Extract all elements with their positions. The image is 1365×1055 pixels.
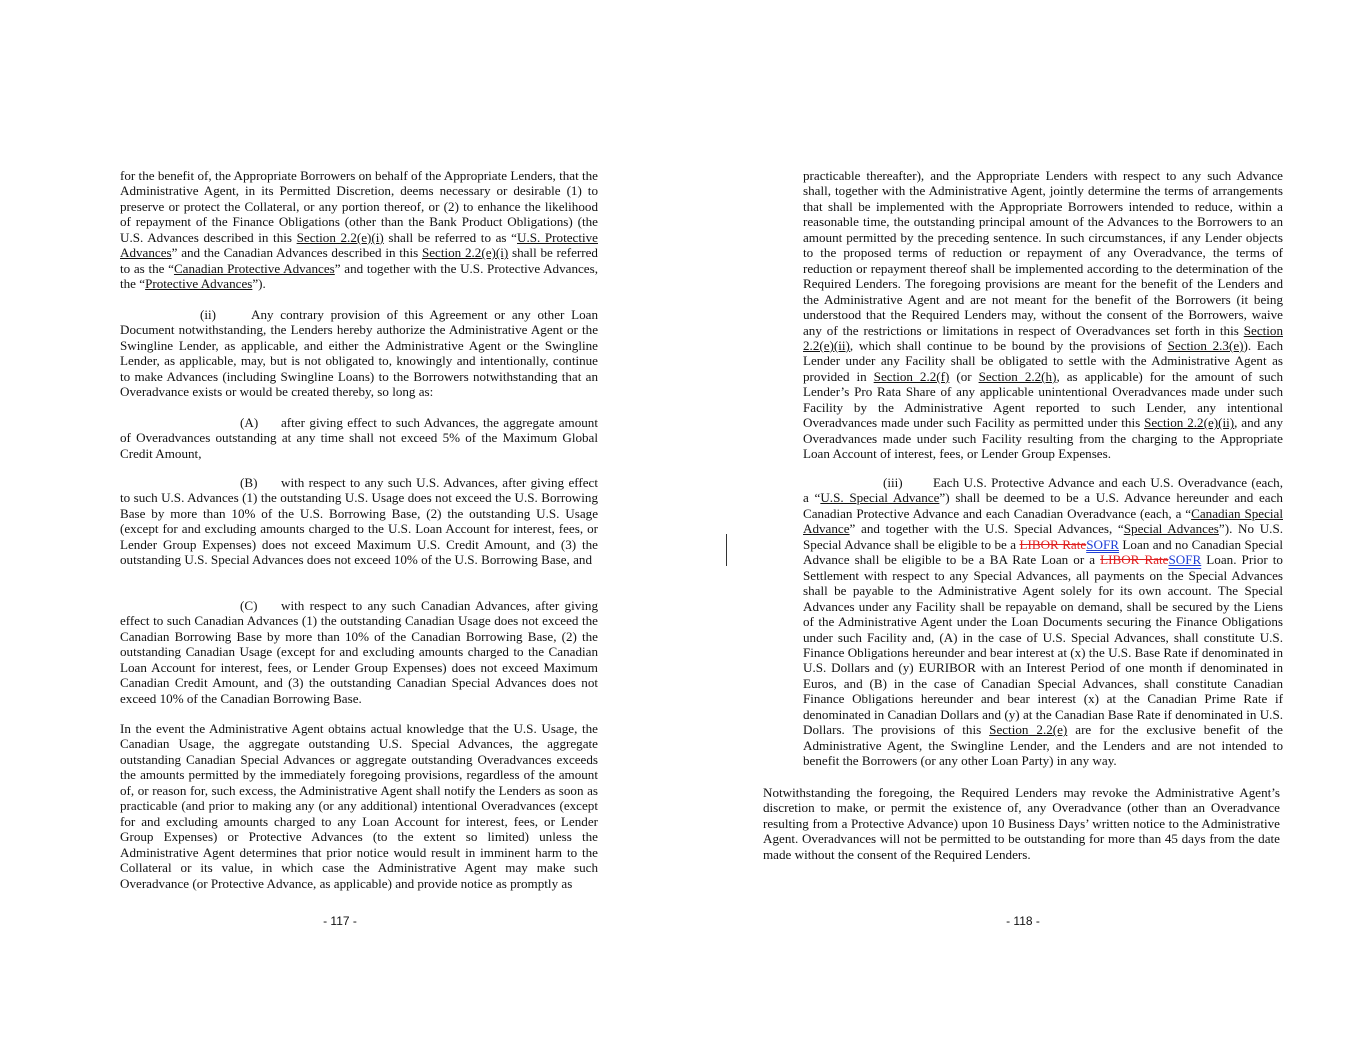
numbered-paragraph [120, 415, 598, 461]
text-run: Loan and no Canadian Special Advance shall be eligible to be a BA Rate Loan or a [803, 536, 1283, 568]
defined-term-reference: Protective Advances [145, 276, 253, 292]
paragraph [803, 168, 1283, 462]
text-run: ). Each Lender under any Facility shall be obligated to settle with the Administrative Agent as provided in [803, 337, 1284, 384]
text-run: (or [949, 368, 979, 384]
defined-term-reference: Canadian Protective Advances [173, 260, 335, 276]
paragraph-label: (ii) [200, 307, 216, 322]
defined-term-reference: Section 2.2(e)(i) [421, 245, 509, 261]
paragraph-label: (B) [240, 475, 258, 490]
inserted-text: SOFR [1168, 552, 1202, 568]
inserted-text: SOFR [1086, 536, 1119, 552]
deleted-text: LIBOR Rate [1019, 536, 1087, 552]
paragraph [763, 785, 1280, 862]
text-run: ”) shall be deemed to be a U.S. Advance hereunder and each Canadian Protective Advance and each Canadian Overadvance (each, a “ [803, 490, 1283, 521]
text-run: ”). [252, 276, 266, 292]
defined-term-reference: Section 2.2(e)(ii) [803, 322, 1283, 353]
paragraph-label: (C) [240, 598, 258, 613]
text-run: practicable thereafter), and the Appropriate Lenders with respect to any such Advance shall, together with the Administrative Agent, jointly determine the terms of arrangements that shall be implemented with the Appropriate Borrowers intended to reduce, within a reasonable time, the outstanding principal amount of the Advances to the Borrowers to an amount permitted by the preceding sentence. In such circumstances, if any Lender objects to the proposed terms of reduction or repayment of any Overadvance, the terms of reduction or repayment thereof shall be implemented according to the determination of the Required Lenders. The foregoing provisions are meant for the benefit of the Lenders and the Administrative Agent and are not meant for the benefit of the Borrowers (it being understood that the Required Lenders may, without the consent of the Borrowers, waive any of the restrictions or limitations in respect of Overadvances set forth in this [803, 168, 1283, 338]
defined-term-reference: Section 2.2(e) [989, 722, 1068, 738]
text-run: shall be referred to as the “ [120, 245, 598, 276]
deleted-text: LIBOR Rate [1100, 552, 1169, 568]
numbered-paragraph [120, 475, 598, 568]
numbered-paragraph [803, 475, 1283, 769]
text-run: ” and together with the U.S. Special Advances, “ [849, 521, 1124, 537]
text-run: , and any Overadvances made under such Facility resulting from the charging to the Appropriate Loan Account of interest, fees, or Lender Group Expenses. [803, 415, 1283, 462]
text-run: In the event the Administrative Agent obtains actual knowledge that the U.S. Usage, the Canadian Usage, the aggregate outstanding U.S. Special Advances, the aggregate outstanding Canadian Special Advances or aggregate outstanding Overadvances exceeds the amounts permitted by the immediately foregoing provisions, regardless of the amount of, or reason for, such excess, the Administrative Agent shall notify the Lenders as soon as practicable (and prior to making any (or any additional) intentional Overadvances (except for and excluding amounts charged to any Loan Account for interest, fees, or Lender Group Expenses) or Protective Advances (to the extent so limited) unless the Administrative Agent determines that prior notice would result in imminent harm to the Collateral or its value, in which case the Administrative Agent may make such Overadvance (or Protective Advance, as applicable) and provide notice as promptly as [120, 721, 598, 891]
text-run: ”). No U.S. Special Advance shall be eligible to be a [803, 521, 1283, 552]
text-run: ” and together with the U.S. Protective Advances, the “ [120, 260, 598, 292]
paragraph-label: (iii) [883, 475, 903, 490]
text-run: shall be referred to as “ [383, 229, 517, 245]
defined-term-reference: Canadian Special Advance [803, 505, 1283, 537]
text-run: for the benefit of, the Appropriate Borrowers on behalf of the Appropriate Lenders, that the Administrative Agent, in its Permitted Discretion, deems necessary or desirable (1) to preserve or protect the Collateral, or any portion thereof, or (2) to enhance the likelihood of repayment of the Finance Obligations (other than the Bank Product Obligations) (the U.S. Advances described in this [120, 168, 598, 245]
change-bar [726, 534, 727, 566]
defined-term-reference: Section 2.2(e)(ii) [1144, 415, 1235, 431]
text-run: with respect to any such U.S. Advances, after giving effect to such U.S. Advances (1) the outstanding U.S. Usage does not exceed the U.S. Borrowing Base by more than 10% of the U.S. Borrowing Base, (2) the outstanding U.S. Usage (except for and excluding amounts charged to the U.S. Loan Account for interest, fees, or Lender Group Expenses) does not exceed Maximum U.S. Credit Amount, and (3) the outstanding U.S. Special Advances does not exceed 10% of the U.S. Borrowing Base, and [120, 475, 598, 568]
text-run: are for the exclusive benefit of the Administrative Agent, the Swingline Lender, and the Lenders and are not intended to benefit the Borrowers (or any other Loan Party) in any way. [803, 722, 1283, 769]
defined-term-reference: U.S. Protective Advances [120, 229, 598, 261]
text-run: with respect to any such Canadian Advances, after giving effect to such Canadian Advances (1) the outstanding Canadian Usage does not exceed the Canadian Borrowing Base by more than 10% of the Canadian Borrowing Base, (2) the outstanding Canadian Usage (except for and excluding amounts charged to the Canadian Loan Account for interest, fees, or Lender Group Expenses) does not exceed Maximum Canadian Credit Amount, and (3) the outstanding Canadian Special Advances does not exceed 10% of the Canadian Borrowing Base. [120, 598, 598, 706]
text-run: Notwithstanding the foregoing, the Required Lenders may revoke the Administrative Agent’s discretion to make, or permit the existence of, any Overadvance (other than an Overadvance resulting from a Protective Advance) upon 10 Business Days’ written notice to the Administrative Agent. Overadvances will not be permitted to be outstanding for more than 45 days from the date made without the consent of the Required Lenders. [763, 785, 1280, 862]
defined-term-reference: Section 2.3(e) [1167, 337, 1244, 353]
page-number: - 118 - [1006, 914, 1040, 928]
defined-term-reference: Special Advances [1123, 521, 1219, 537]
defined-term-reference: Section 2.2(e)(i) [296, 229, 384, 245]
paragraph [120, 721, 598, 891]
text-run: Any contrary provision of this Agreement or any other Loan Document notwithstanding, the Lenders hereby authorize the Administrative Agent or the Swingline Lender, as applicable, and either the Administrative Agent or the Swingline Lender, as applicable, may, but is not obligated to, knowingly and intentionally, continue to make Advances (including Swingline Loans) to the Borrowers notwithstanding that an Overadvance exists or would be created thereby, so long as: [120, 307, 598, 400]
defined-term-reference: U.S. Special Advance [820, 490, 940, 506]
defined-term-reference: Section 2.2(f) [873, 368, 950, 384]
numbered-paragraph [120, 598, 598, 706]
text-run: , as applicable) for the amount of such Lender’s Pro Rata Share of any applicable unintentional Overadvances made under such Facility by the Administrative Agent reported to such Lender, any intentional Overadvances made under such Facility as permitted under this [803, 368, 1284, 431]
page-number: - 117 - [323, 914, 357, 928]
text-run: Each U.S. Protective Advance and each U.S. Overadvance (each, a “ [803, 475, 1283, 506]
text-run: Loan. Prior to Settlement with respect to any Special Advances, all payments on the Special Advances shall be payable to the Administrative Agent solely for its own account. The Special Advances under any Facility shall be repayable on demand, shall be secured by the Liens of the Administrative Agent under the Loan Documents securing the Finance Obligations under such Facility and, (A) in the case of U.S. Special Advances, shall constitute U.S. Finance Obligations hereunder and bear interest at (x) the U.S. Base Rate if denominated in U.S. Dollars and (y) EURIBOR with an Interest Period of one month if denominated in Euros, and (B) in the case of Canadian Special Advances, shall constitute Canadian Finance Obligations hereunder and bear interest (x) at the Canadian Prime Rate if denominated in Canadian Dollars and (y) at the Canadian Base Rate if denominated in U.S. Dollars. The provisions of this [803, 552, 1283, 738]
page-118 [700, 0, 1365, 1055]
defined-term-reference: Section 2.2(h) [978, 368, 1057, 384]
text-run: , which shall continue to be bound by the provisions of [849, 337, 1168, 353]
numbered-paragraph [120, 307, 598, 400]
text-run: after giving effect to such Advances, the aggregate amount of Overadvances outstanding at any time shall not exceed 5% of the Maximum Global Credit Amount, [120, 415, 598, 461]
text-run: ” and the Canadian Advances described in this [171, 245, 422, 261]
paragraph-label: (A) [240, 415, 259, 430]
paragraph [120, 168, 598, 292]
